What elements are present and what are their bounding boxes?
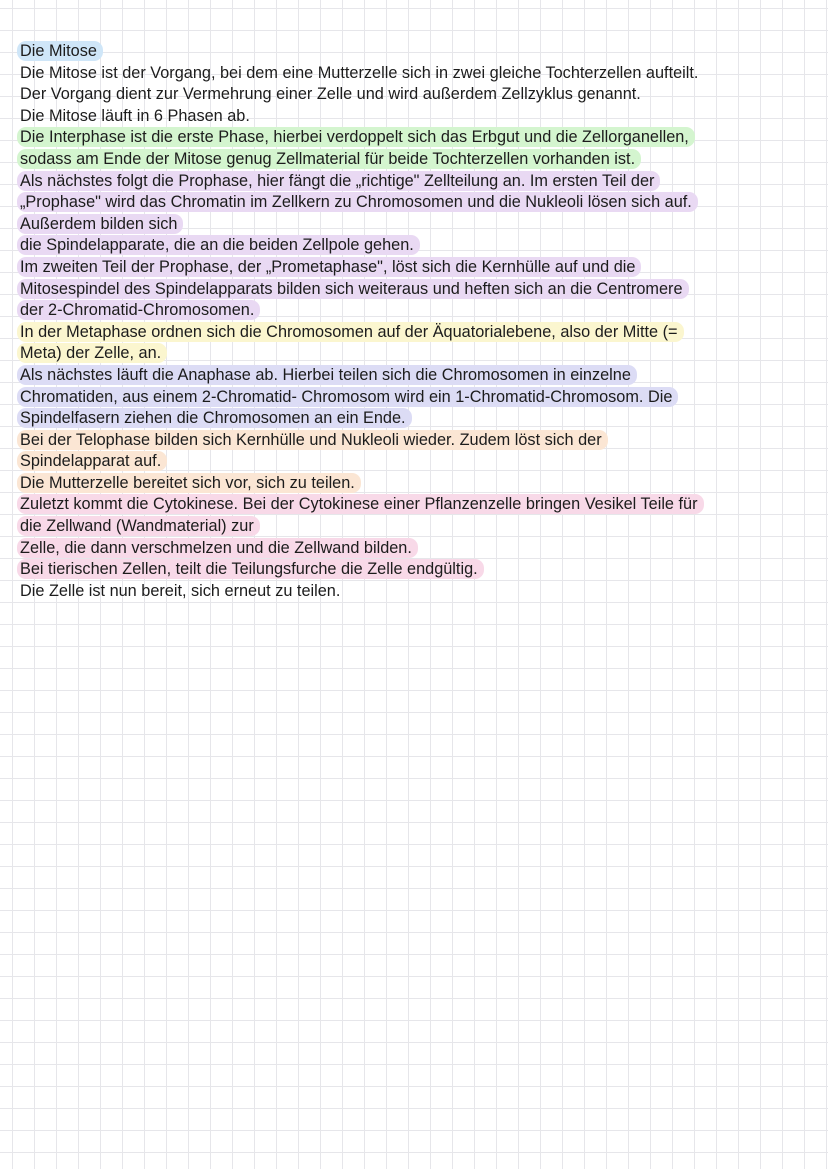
line-prometaphase (20, 257, 820, 279)
line-prometaphase (20, 300, 820, 322)
line-anaphase (20, 408, 820, 430)
line (20, 63, 820, 85)
highlight-prometaphase: Mitosespindel des Spindelapparats bilden sich weiteraus und heften sich an die Centromere (17, 279, 689, 299)
line-prometaphase (20, 279, 820, 301)
highlight-prometaphase: Im zweiten Teil der Prophase, der „Prometaphase", löst sich die Kernhülle auf und die (17, 257, 641, 277)
line (20, 106, 820, 128)
note-text: Der Vorgang dient zur Vermehrung einer Zelle und wird außerdem Zellzyklus genannt. (20, 85, 641, 104)
highlight-anaphase: Als nächstes läuft die Anaphase ab. Hierbei teilen sich die Chromosomen in einzelne (17, 365, 637, 385)
highlight-cytokinese: Bei tierischen Zellen, teilt die Teilungsfurche die Zelle endgültig. (17, 559, 484, 579)
line-cytokinese (20, 559, 820, 581)
highlight-metaphase: In der Metaphase ordnen sich die Chromosomen auf der Äquatorialebene, also der Mitte (= (17, 322, 684, 342)
line-cytokinese (20, 494, 820, 516)
highlight-telophase: Spindelapparat auf. (17, 451, 167, 471)
line (20, 84, 820, 106)
highlight-prophase: die Spindelapparate, die an die beiden Zellpole gehen. (17, 235, 420, 255)
line-prophase (20, 235, 820, 257)
highlight-metaphase: Meta) der Zelle, an. (17, 343, 167, 363)
highlight-cytokinese: die Zellwand (Wandmaterial) zur (17, 516, 260, 536)
highlight-prophase: „Prophase" wird das Chromatin im Zellkern zu Chromosomen und die Nukleoli lösen sich auf. (17, 192, 698, 212)
line-metaphase (20, 322, 820, 344)
highlight-interphase: sodass am Ende der Mitose genug Zellmaterial für beide Tochterzellen vorhanden ist. (17, 149, 641, 169)
line-title (20, 41, 820, 63)
line-telophase (20, 451, 820, 473)
line-metaphase (20, 343, 820, 365)
line-prophase (20, 171, 820, 193)
line-anaphase (20, 387, 820, 409)
highlight-prometaphase: der 2-Chromatid-Chromosomen. (17, 300, 260, 320)
highlight-cytokinese: Zuletzt kommt die Cytokinese. Bei der Cytokinese einer Pflanzenzelle bringen Vesikel Teile für (17, 494, 704, 514)
highlight-prophase: Als nächstes folgt die Prophase, hier fängt die „richtige" Zellteilung an. Im ersten Teil der (17, 171, 660, 191)
note-text: Die Mitose ist der Vorgang, bei dem eine Mutterzelle sich in zwei gleiche Tochterzellen aufteilt. (20, 63, 699, 82)
line-anaphase (20, 365, 820, 387)
line-cytokinese (20, 516, 820, 538)
line (20, 581, 820, 603)
highlight-telophase: Bei der Telophase bilden sich Kernhülle und Nukleoli wieder. Zudem löst sich der (17, 430, 608, 450)
line-telophase (20, 430, 820, 452)
line-prophase (20, 214, 820, 236)
highlight-anaphase: Chromatiden, aus einem 2-Chromatid- Chromosom wird ein 1-Chromatid-Chromosom. Die (17, 387, 678, 407)
note-title: Die Mitose (17, 41, 103, 61)
line-telophase (20, 473, 820, 495)
note-text: Die Zelle ist nun bereit, sich erneut zu teilen. (20, 581, 341, 600)
highlight-anaphase: Spindelfasern ziehen die Chromosomen an ein Ende. (17, 408, 412, 428)
highlight-interphase: Die Interphase ist die erste Phase, hierbei verdoppelt sich das Erbgut und die Zellorganellen, (17, 127, 695, 147)
notes-text-block (20, 41, 820, 602)
line-prophase (20, 192, 820, 214)
highlight-cytokinese: Zelle, die dann verschmelzen und die Zellwand bilden. (17, 538, 418, 558)
highlight-prophase: Außerdem bilden sich (17, 214, 183, 234)
note-text: Die Mitose läuft in 6 Phasen ab. (20, 106, 250, 125)
highlight-telophase: Die Mutterzelle bereitet sich vor, sich zu teilen. (17, 473, 361, 493)
line-cytokinese (20, 538, 820, 560)
line-interphase (20, 127, 820, 149)
line-interphase (20, 149, 820, 171)
